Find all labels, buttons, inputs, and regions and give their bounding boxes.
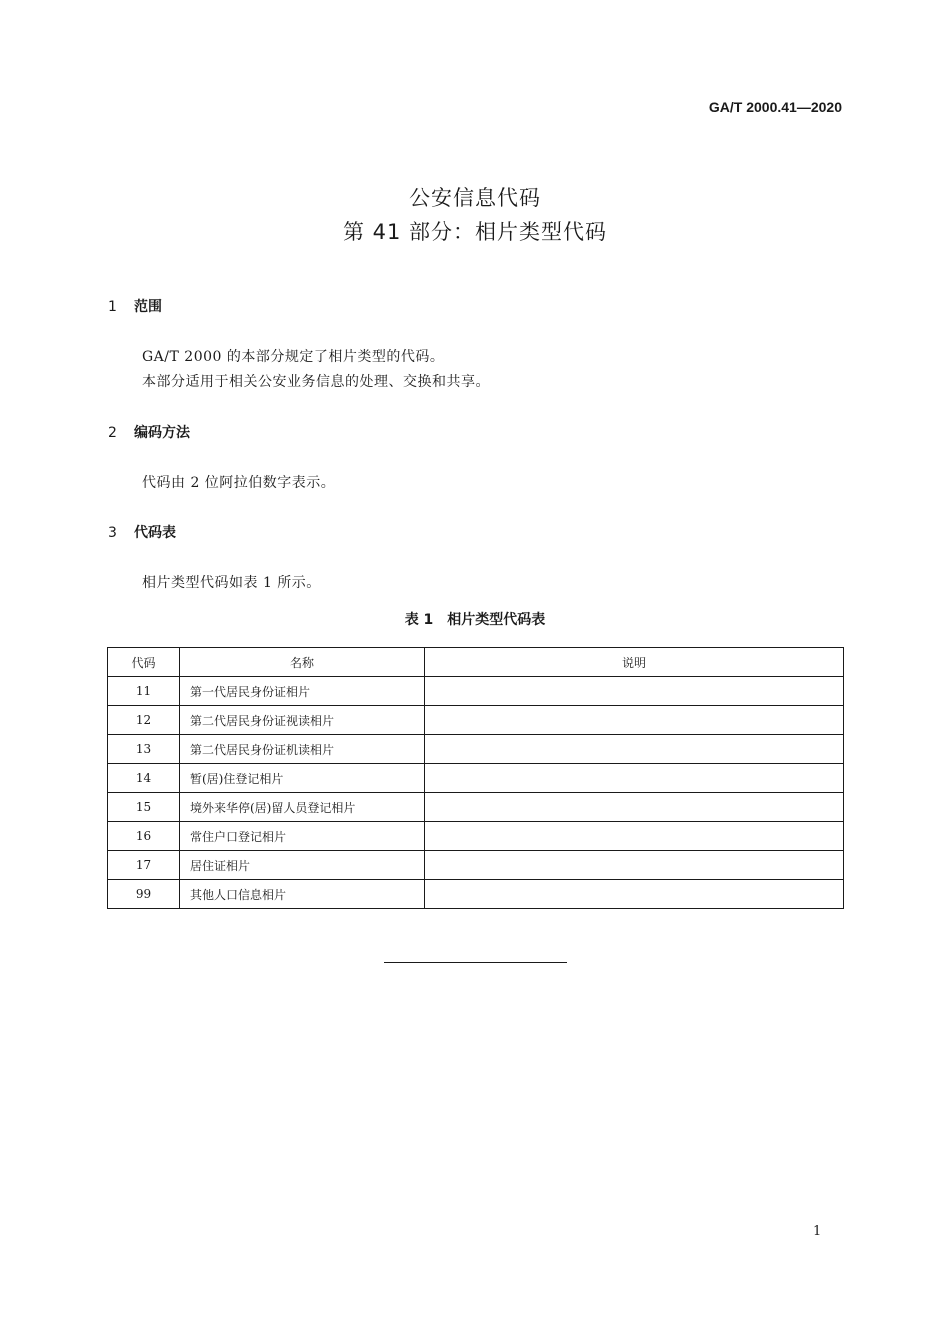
cell-code: 13: [108, 735, 180, 764]
paragraph: 相片类型代码如表 1 所示。: [142, 575, 321, 591]
table-row: [108, 677, 844, 706]
cell-code: 16: [108, 822, 180, 851]
table-row: [108, 793, 844, 822]
page-number: 1: [813, 1224, 822, 1239]
cell-name: 境外来华停(居)留人员登记相片: [180, 793, 425, 822]
section-number: 3: [108, 525, 117, 541]
code-table: [107, 647, 844, 909]
end-rule: [384, 962, 567, 963]
column-header-name: 名称: [180, 648, 425, 677]
table-row: [108, 706, 844, 735]
cell-description: [425, 793, 844, 822]
column-header-description: 说明: [425, 648, 844, 677]
section-number: 2: [108, 425, 117, 441]
cell-name: 居住证相片: [180, 851, 425, 880]
cell-description: [425, 706, 844, 735]
cell-description: [425, 880, 844, 909]
standard-number: GA/T 2000.41—2020: [708, 99, 842, 115]
section-heading-scope: [108, 296, 162, 316]
cell-name: 其他人口信息相片: [180, 880, 425, 909]
table-row: [108, 822, 844, 851]
cell-name: 常住户口登记相片: [180, 822, 425, 851]
cell-description: [425, 822, 844, 851]
section-heading-coding-method: [108, 422, 190, 442]
section-title: 范围: [134, 299, 162, 315]
cell-description: [425, 851, 844, 880]
table-caption: 表 1 相片类型代码表: [404, 612, 546, 628]
section-heading-code-table: [108, 522, 176, 542]
cell-description: [425, 735, 844, 764]
cell-name: 第二代居民身份证视读相片: [180, 706, 425, 735]
cell-name: 第一代居民身份证相片: [180, 677, 425, 706]
table-row: [108, 735, 844, 764]
document-title: 公安信息代码: [409, 186, 541, 210]
paragraph: 本部分适用于相关公安业务信息的处理、交换和共享。: [142, 374, 490, 390]
cell-description: [425, 764, 844, 793]
cell-description: [425, 677, 844, 706]
cell-code: 99: [108, 880, 180, 909]
section-title: 编码方法: [134, 425, 190, 441]
table-header-row: [108, 648, 844, 677]
document-subtitle: 第 41 部分：相片类型代码: [342, 220, 608, 244]
paragraph: 代码由 2 位阿拉伯数字表示。: [142, 475, 336, 491]
paragraph: GA/T 2000 的本部分规定了相片类型的代码。: [142, 349, 445, 365]
section-title: 代码表: [134, 525, 176, 541]
table-row: [108, 880, 844, 909]
cell-name: 暂(居)住登记相片: [180, 764, 425, 793]
cell-code: 11: [108, 677, 180, 706]
cell-name: 第二代居民身份证机读相片: [180, 735, 425, 764]
section-number: 1: [108, 299, 117, 315]
cell-code: 12: [108, 706, 180, 735]
table-row: [108, 764, 844, 793]
cell-code: 15: [108, 793, 180, 822]
cell-code: 17: [108, 851, 180, 880]
column-header-code: 代码: [108, 648, 180, 677]
cell-code: 14: [108, 764, 180, 793]
table-row: [108, 851, 844, 880]
